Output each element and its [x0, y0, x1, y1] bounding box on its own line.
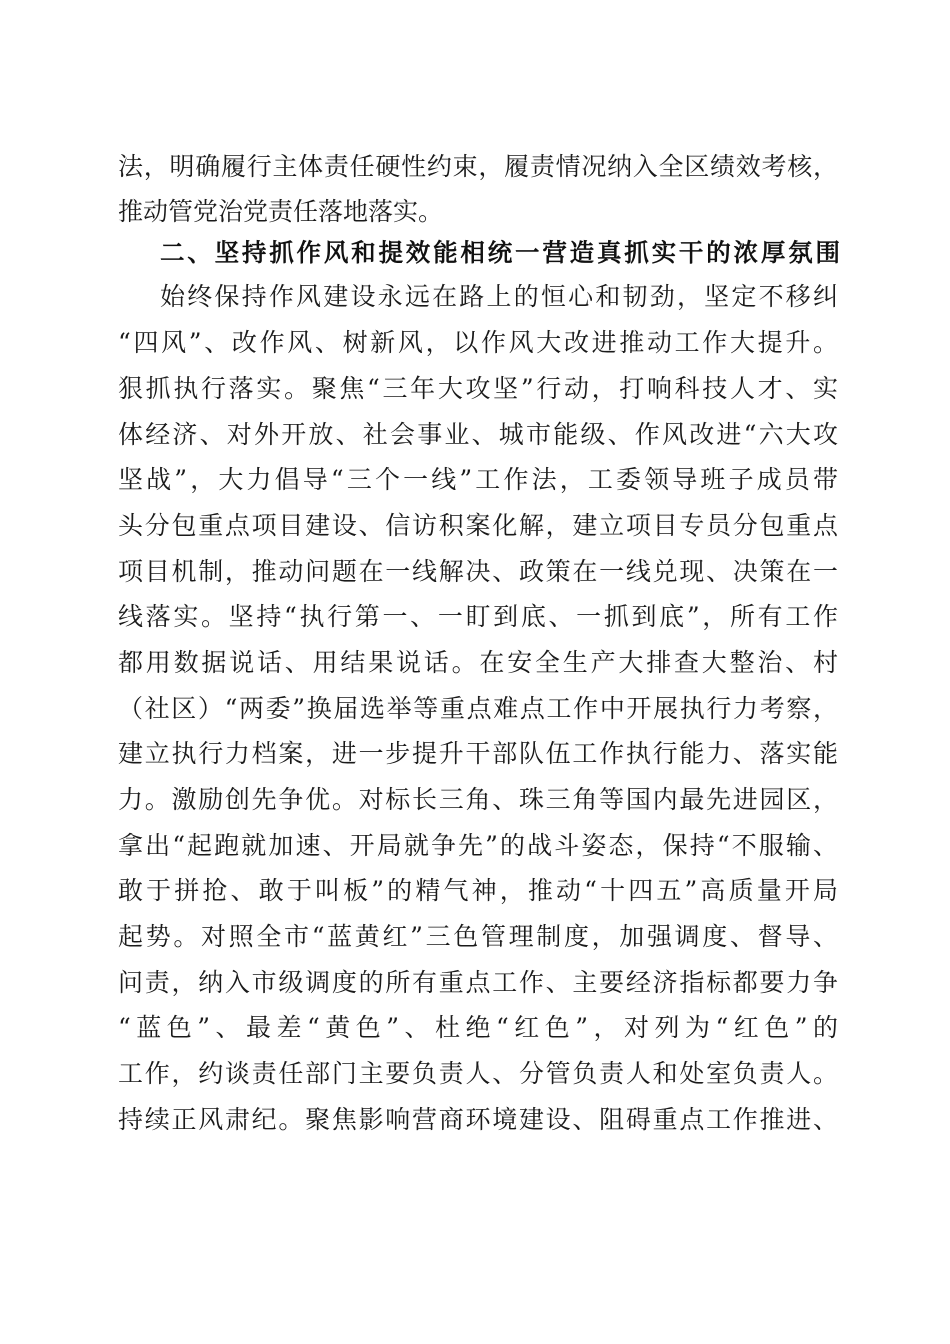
paragraph-2-line-15: 起势。对照全市“蓝黄红”三色管理制度，加强调度、督导、: [118, 922, 838, 951]
paragraph-2-line-6: 头分包重点项目建设、信访积案化解，建立项目专员分包重点: [118, 511, 838, 540]
paragraph-2-line-5: 坚战”，大力倡导“三个一线”工作法，工委领导班子成员带: [118, 465, 838, 494]
paragraph-2-line-13: 拿出“起跑就加速、开局就争先”的战斗姿态，保持“不服输、: [118, 831, 838, 860]
paragraph-2-line-7: 项目机制，推动问题在一线解决、政策在一线兑现、决策在一: [118, 557, 838, 586]
paragraph-2-line-9: 都用数据说话、用结果说话。在安全生产大排查大整治、村: [118, 648, 838, 677]
paragraph-2-line-10: （社区）“两委”换届选举等重点难点工作中开展执行力考察，: [118, 694, 838, 723]
paragraph-1-line-1: 法，明确履行主体责任硬性约束，履责情况纳入全区绩效考核，: [118, 152, 838, 181]
paragraph-2-line-12: 力。激励创先争优。对标长三角、珠三角等国内最先进园区，: [118, 785, 838, 814]
paragraph-2-line-17: “蓝色”、最差“黄色”、杜绝“红色”，对列为“红色”的: [118, 1013, 838, 1042]
paragraph-2-line-11: 建立执行力档案，进一步提升干部队伍工作执行能力、落实能: [118, 739, 838, 768]
paragraph-2-line-18: 工作，约谈责任部门主要负责人、分管负责人和处室负责人。: [118, 1059, 838, 1088]
paragraph-2-line-4: 体经济、对外开放、社会事业、城市能级、作风改进“六大攻: [118, 420, 838, 449]
paragraph-1-line-2: 推动管党治党责任落地落实。: [118, 197, 444, 226]
paragraph-2-line-19: 持续正风肃纪。聚焦影响营商环境建设、阻碍重点工作推进、: [118, 1105, 838, 1134]
paragraph-2-line-3: 狠抓执行落实。聚焦“三年大攻坚”行动，打响科技人才、实: [118, 374, 838, 403]
paragraph-2-line-14: 敢于拼抢、敢于叫板”的精气神，推动“十四五”高质量开局: [118, 876, 838, 905]
paragraph-2-line-2: “四风”、改作风、树新风，以作风大改进推动工作大提升。: [118, 328, 838, 357]
paragraph-2-line-8: 线落实。坚持“执行第一、一盯到底、一抓到底”，所有工作: [118, 602, 838, 631]
section-heading: 二、坚持抓作风和提效能相统一营造真抓实干的浓厚氛围: [160, 238, 840, 267]
paragraph-2-line-16: 问责，纳入市级调度的所有重点工作、主要经济指标都要力争: [118, 968, 838, 997]
paragraph-2-line-1: 始终保持作风建设永远在路上的恒心和韧劲，坚定不移纠: [160, 282, 838, 311]
